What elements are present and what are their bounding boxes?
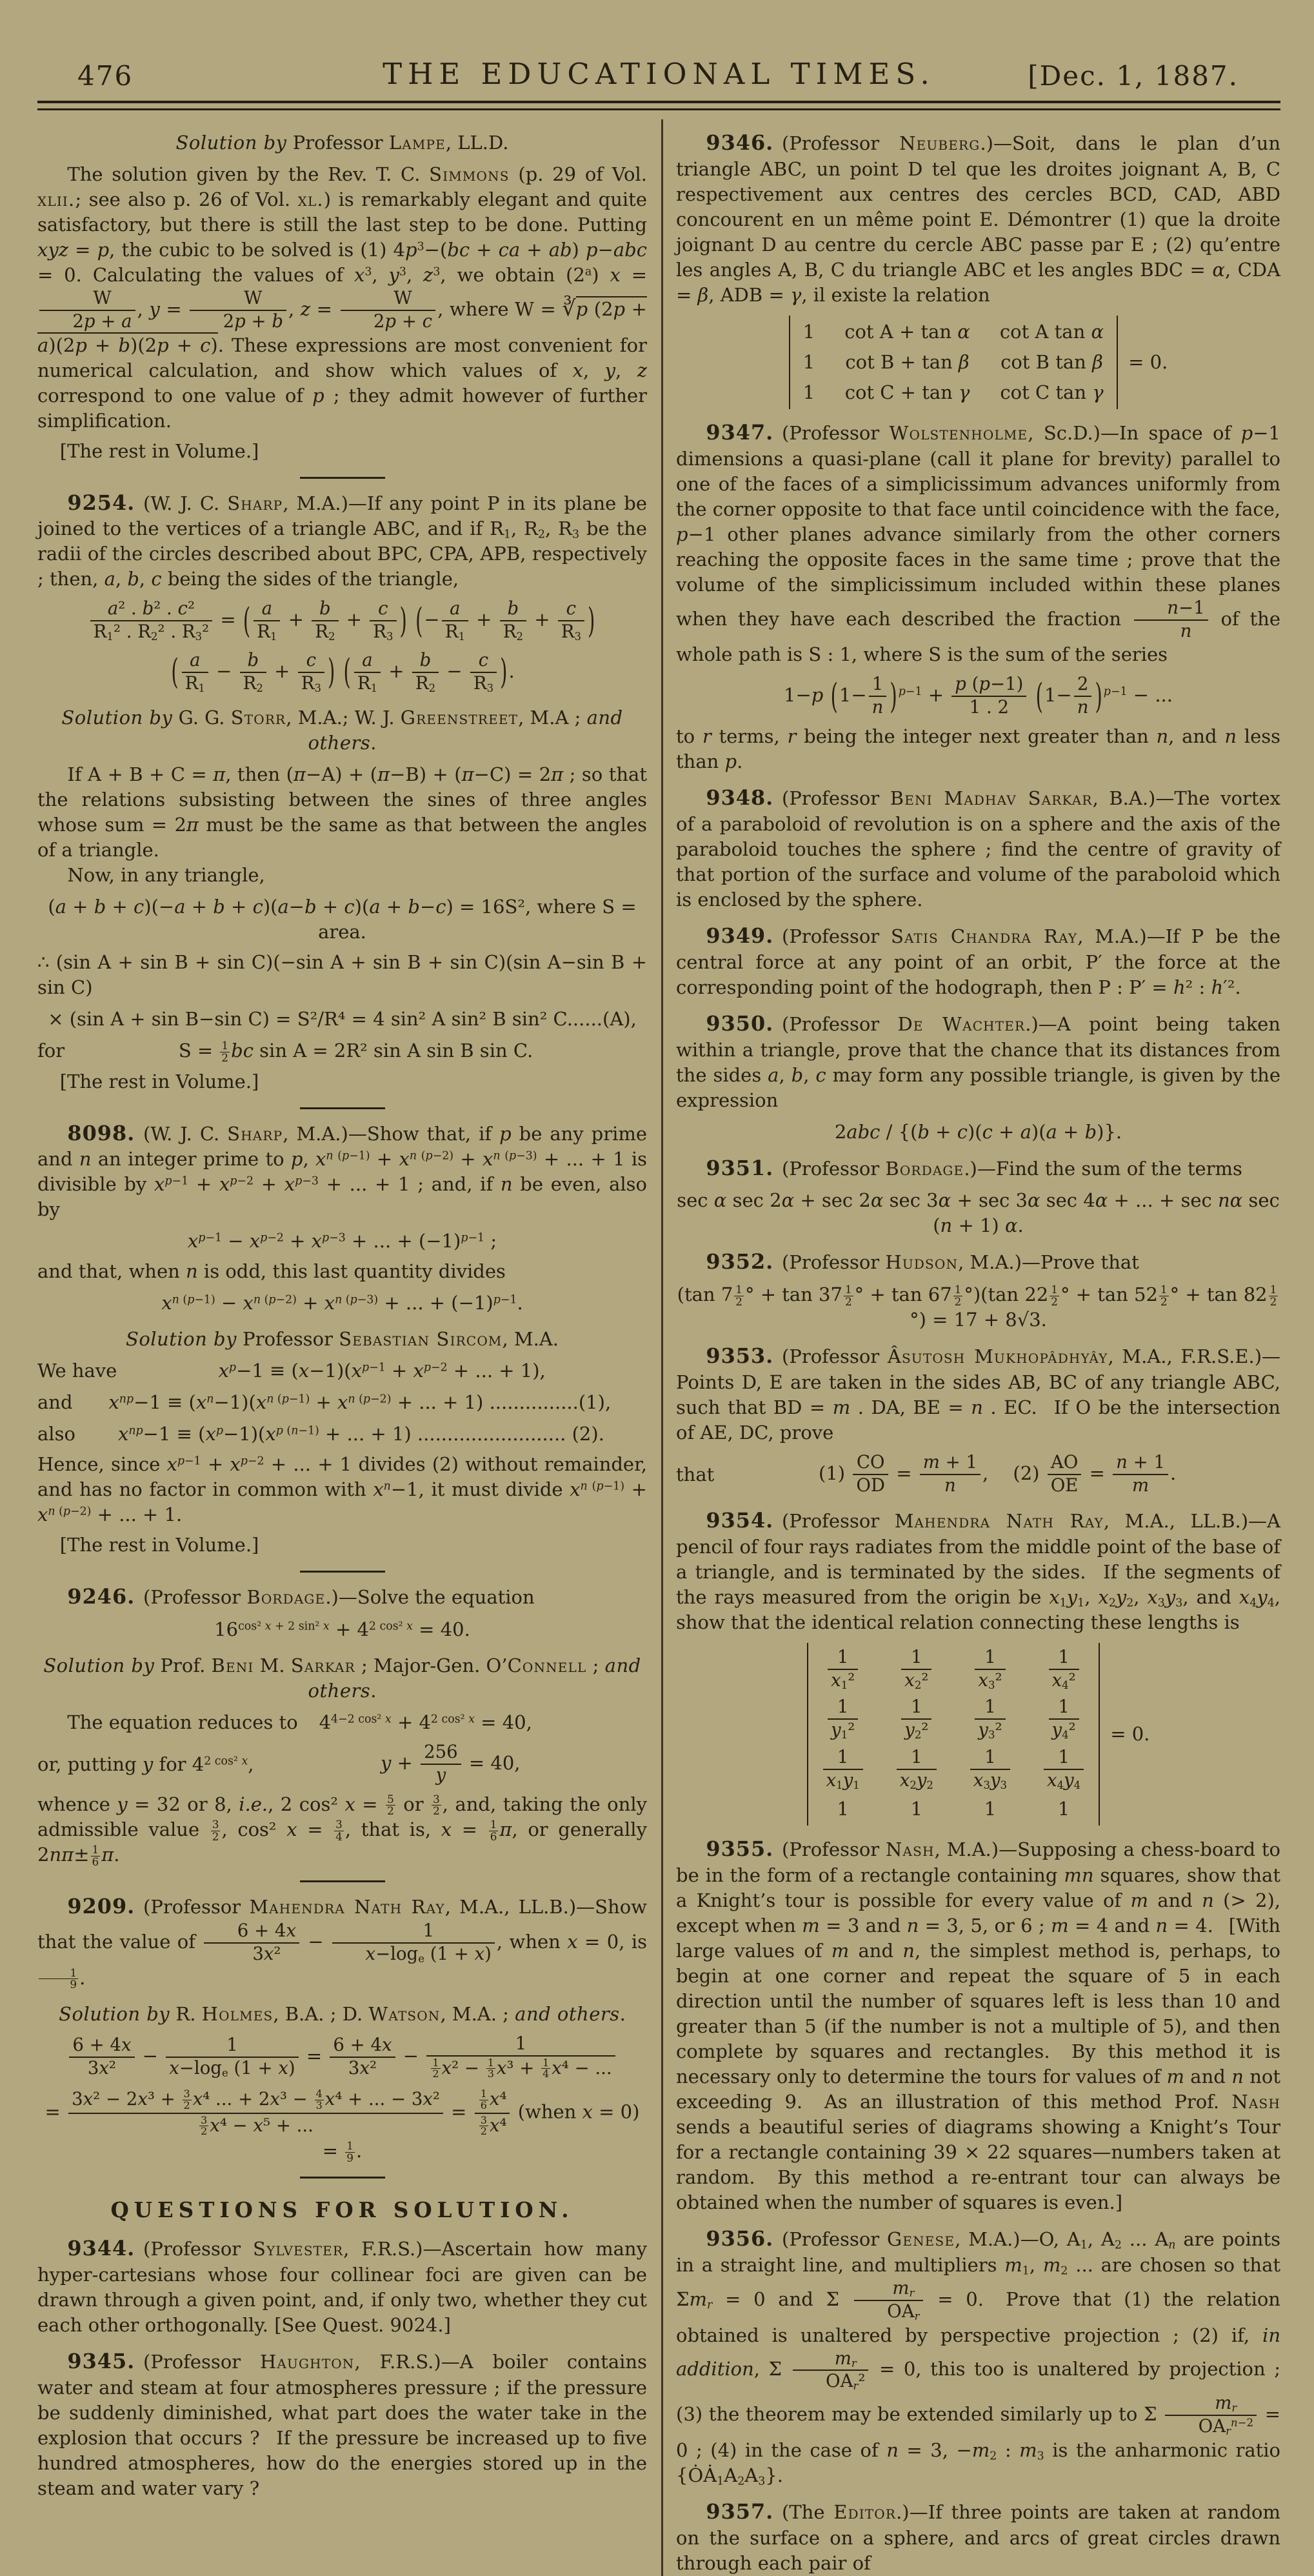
question-number: 9349.: [706, 923, 774, 948]
equation: $\frac{6 + 4x}{\text{3x²}}$ − $\frac{1}{x-\log_e (1 + x)}$ = $\frac{6 + 4x}{\text{3x²}}$ − 1 $\frac{1}{2}$ x² − $\frac{1}{3}$ x³ + $\frac{1}{4}$ x⁴ − ...: [37, 2033, 647, 2081]
section-divider: [300, 477, 385, 479]
paragraph: ∴ (sin A + sin B + sin C)(−sin A + sin B + sin C)(sin A−sin B + sin C): [37, 951, 647, 999]
section-divider: [300, 1571, 385, 1573]
determinant-equation: [676, 1643, 1280, 1826]
paragraph: The equation reduces to $4^{4-2 cos^2 x} + 4^{2 cos^2 x} = 40$,: [67, 1711, 532, 1734]
question-paragraph: [676, 1507, 1280, 1635]
question-number: 9347.: [706, 419, 774, 445]
section-heading: QUESTIONS FOR SOLUTION.: [110, 2198, 574, 2223]
determinant-cell: $\frac{1}{x_4^2}$: [1047, 1647, 1081, 1692]
question-text: (W. J. C. Sharp, M.A.)—If any point P in its plane be joined to the vertices of a triangle ABC, and if $R_1$, $R_2$, $R_3$ be the radii of the circles described about BPC, CPA, APB, respectively ; then, a, b, c being the sides of the triangle,: [37, 492, 648, 590]
equation: $16^{cos^2 x + 2 sin^2 x} + 4^{2 cos^2 x} = 40$.: [214, 1618, 470, 1641]
determinant-cell: 1: [802, 381, 815, 403]
question-number: 9254.: [67, 490, 135, 515]
rest-in-volume-note: [The rest in Volume.]: [59, 1534, 259, 1556]
paragraph: whence y = 32 or 8, i.e., 2 cos² x = $\frac{5}{2}$ or $\frac{3}{2}$ , and, taking the only admissible value $\frac{3}{2}$ , cos² x = $\frac{3}{4}$ , that is, x = $\frac{1}{6}$ π, or generally 2nπ± $\frac{1}{6}$ π.: [37, 1792, 647, 1868]
paragraph: If A + B + C = π, then (π−A) + (π−B) + (π−C) = 2π ; so that the relations subsisting between the sines of three angles whose sum = 2π must be the same as that between the angles of a triangle.: [37, 763, 647, 861]
question-paragraph: [37, 1893, 647, 1991]
question-text: (Professor Beni Madhav Sarkar, B.A.)—The vortex of a paraboloid of revolution is on a sphere and the axis of the paraboloid touches the sphere ; find the centre of gravity of that portion of the surface and volume of the paraboloid which is enclosed by the sphere.: [676, 787, 1280, 911]
equation: $x^{n (p-1)} - x^{n (p-2)} + x^{n (p-3)}$ + ... + $(-1)^{p-1}$.: [161, 1292, 523, 1314]
question-paragraph: [37, 2348, 647, 2501]
equation: = 3x² − 2x³ + $\frac{3}{2}$ x⁴ ... + 2x³ − $\frac{4}{3}$ x⁴ + ... − 3x² $\frac{3}{2}$ x⁴ − x⁵ + ... = $\frac{1}{6}$ x⁴ $\frac{3}{2}$ x⁴ (when x = 0) = $\frac{1}{9}$ .: [45, 2088, 640, 2164]
page-title: THE EDUCATIONAL TIMES.: [383, 57, 935, 92]
determinant-cell: 1: [1057, 1798, 1070, 1820]
rest-in-volume-note: [The rest in Volume.]: [59, 439, 259, 462]
question-number: 9352.: [706, 1249, 774, 1274]
determinant: [807, 1643, 1100, 1826]
equation-suffix: = 0.: [1110, 1723, 1150, 1746]
labeled-equation: [37, 1422, 647, 1447]
column-divider: [661, 119, 663, 2576]
determinant-cell: $\frac{1}{x_3^2}$: [973, 1647, 1007, 1692]
equation-label: and: [37, 1391, 73, 1414]
question-text: (Professor Genese, M.A.)—O, $A_1$, $A_2$ ... $A_n$ are points in a straight line, and multipliers $m_1$, $m_2$ ... are chosen so that $\Sigma m_r = 0$ and Σ $m_r$ $OA_r$ = 0. Prove that (1) the relation obtained is unaltered by perspective projection ; (2) if, in addition, Σ $m_r$ $OA_r^2$ = 0, this too is unaltered by projection ; (3) the theorem may be extended similarly up to Σ $m_r$ $OA_r^{n-2}$ = 0 ; (4) in the case of n = 3, $-m_2$ : $m_3$ is the anharmonic ratio $\{ȮȦ_1A_2A_3\}$.: [676, 2228, 1281, 2488]
question-number: 9353.: [706, 1343, 774, 1369]
page-number: 476: [77, 59, 134, 92]
question-number: 9246.: [67, 1584, 135, 1609]
equation: ( $\frac{a}{R_1}$ − $\frac{b}{R_2}$ + $\frac{c}{R_3}$ ) ( $\frac{a}{R_1}$ + $\frac{b}{R_2}$ − $\frac{c}{R_3}$ ).: [171, 649, 515, 694]
equation: S = $\frac{1}{2}$ bc sin A = 2R² sin A sin B sin C.: [178, 1039, 533, 1064]
question-text: (Professor Mahendra Nath Ray, M.A., LL.B.)—Show that the value of $\frac{6 + 4x}{\text{3x²}}$ − $\frac{1}{x-\log_e (1 + x)}$ , when x = 0, is $\frac{1}{9}$ .: [37, 1896, 647, 1991]
question-paragraph: [676, 922, 1280, 1000]
determinant-equation: [676, 316, 1280, 409]
question-paragraph: [676, 2225, 1280, 2488]
section-divider: [300, 2177, 385, 2179]
question-text: (Professor Satis Chandra Ray, M.A.)—If P be the central force at any point of an orbit, P′ the force at the corresponding point of the hodograph, then P : P′ = h² : h′².: [676, 925, 1280, 998]
question-number: 9357.: [706, 2499, 774, 2524]
question-text: (Professor Bordage.)—Solve the equation: [143, 1586, 535, 1609]
equation: × (sin A + sin B−sin C) = S²/R⁴ = 4 sin² A sin² B sin² C......(A),: [48, 1008, 637, 1031]
determinant-cell: $\frac{1}{y_4^2}$: [1047, 1696, 1081, 1742]
question-paragraph: [37, 489, 647, 592]
section-divider: [300, 1107, 385, 1109]
question-number: 9346.: [706, 130, 774, 155]
equation-suffix: = 0.: [1128, 350, 1168, 373]
rest-in-volume-note: [The rest in Volume.]: [59, 1070, 259, 1092]
question-text: (Professor Neuberg.)—Soit, dans le plan d’un triangle ABC, un point D tel que les droites joignant A, B, C respectivement aux centres des cercles BCD, CAD, ABD concourent en un même point E. Démontrer (1) que la droite joignant D au centre du cercle ABC passe par E ; (2) qu’entre les angles A, B, C du triangle ABC et les angles BDC = α, CDA = β, ADB = γ, il existe la relation: [676, 132, 1281, 306]
labeled-equation: [37, 1358, 647, 1384]
question-number: 9209.: [67, 1894, 135, 1919]
paragraph: and that, when n is odd, this last quantity divides: [37, 1260, 506, 1283]
determinant-cell: 1: [802, 320, 815, 343]
question-text: (Professor Mahendra Nath Ray, M.A., LL.B.)—A pencil of four rays radiates from the middle point of the base of a triangle, and is terminated by the sides. If the segments of the rays measured from the origin be $x_1y_1$, $x_2y_2$, $x_3y_3$, and $x_4y_4$, show that the identical relation connecting these lengths is: [676, 1509, 1281, 1633]
question-number: 9356.: [706, 2226, 774, 2251]
page-body: [37, 119, 1280, 2576]
determinant-cell: cot C + tan γ: [844, 381, 970, 403]
equation-label: also: [37, 1423, 75, 1445]
question-text: (Professor Haughton, F.R.S.)—A boiler contains water and steam at four atmospheres pressure ; if the pressure be suddenly diminished, what part does the water take in the explosion that occurs ? If the pressure be increased up to five hundred atmospheres, how do the energies stored up in the steam and water vary ?: [37, 2351, 647, 2499]
question-text: (Professor Wolstenholme, Sc.D.)—In space of p−1 dimensions a quasi-plane (call it plane for brevity) parallel to one of the faces of a simplicissimum advances uniformly from the corner opposite to that face until coincidence with the face, p−1 other planes advance similarly from the other corners reaching the opposite faces in the same time ; prove that the volume of the simplicissimum included within these planes when they have each described the fraction $\frac{n-1}{n}$ of the whole path is S : 1, where S is the sum of the series: [676, 421, 1281, 666]
question-number: 9350.: [706, 1011, 774, 1036]
determinant-cell: cot A + tan α: [844, 320, 970, 343]
determinant-cell: 1: [837, 1798, 849, 1820]
question-paragraph: [676, 1010, 1280, 1113]
question-paragraph: [676, 1835, 1280, 2215]
question-text: (The Editor.)—If three points are taken at random on the surface on a sphere, and arcs of great circles drawn through each pair of: [676, 2501, 1280, 2574]
determinant-cell: cot B tan β: [1000, 350, 1103, 373]
question-paragraph: [676, 1154, 1280, 1182]
determinant-cell: $\frac{1}{x_3y_3}$: [968, 1747, 1012, 1792]
issue-date: [Dec. 1, 1887.: [1028, 59, 1239, 92]
header-rule: [37, 101, 1280, 110]
question-text: (Professor Âsutosh Mukhopâdhyây, M.A., F.R.S.E.)—Points D, E are taken in the sides AB, BC of any triangle ABC, such that BD = m . DA, BE = n . EC. If O be the intersection of AE, DC, prove: [676, 1345, 1281, 1444]
equation: $x^p-1 \equiv (x-1)(x^{p-1} + x^{p-2}$ + ... + 1),: [218, 1360, 546, 1382]
determinant-cell: 1: [984, 1798, 997, 1820]
question-number: 9354.: [706, 1507, 774, 1533]
equation: (tan 7 $\frac{1}{2}$ ° + tan 37 $\frac{1}{2}$ ° + tan 67 $\frac{1}{2}$ °)(tan 22 $\frac{1}{2}$ ° + tan 52 $\frac{1}{2}$ ° + tan 82 $\frac{1}{2}$ °) = 17 + 8√3.: [677, 1283, 1277, 1331]
solution-attribution: Solution by Prof. Beni M. Sarkar ; Major-Gen. O’Connell ; and others.: [43, 1655, 641, 1702]
determinant-cell: $\frac{1}{x_4y_4}$: [1042, 1747, 1086, 1792]
labeled-equation: [37, 1038, 647, 1063]
determinant: [789, 316, 1118, 409]
equation: $\frac{\text{a² . b² . c²}}{R_1^2 . R_2^2 . R_3^2}$ = ( $\frac{a}{R_1}$ + $\frac{b}{R_2}$ + $\frac{c}{R_3}$ ) (− $\frac{a}{R_1}$ + $\frac{b}{R_2}$ + $\frac{c}{R_3}$ ): [37, 598, 647, 643]
labeled-equation: [676, 1452, 1280, 1497]
page-header: [37, 48, 1280, 94]
equation: (1) $\frac{CO}{OD}$ = $\frac{m + 1}{n}$ , (2) $\frac{AO}{OE}$ = $\frac{n + 1}{m}$ .: [819, 1452, 1177, 1496]
question-paragraph: [676, 2498, 1280, 2576]
equation-label: We have: [37, 1360, 117, 1382]
solution-attribution: Solution by Professor Sebastian Sircom, M.A.: [125, 1328, 559, 1351]
determinant-cell: $\frac{1}{x_2y_2}$: [895, 1747, 939, 1792]
question-text: (Professor Bordage.)—Find the sum of the terms: [782, 1157, 1242, 1180]
right-column: [676, 119, 1280, 2576]
determinant-cell: $\frac{1}{x_1^2}$: [826, 1647, 860, 1692]
equation-label: that: [676, 1463, 715, 1485]
question-paragraph: [676, 129, 1280, 308]
question-number: 9355.: [706, 1836, 774, 1862]
equation: $x^{p-1} - x^{p-2} + x^{p-3}$ + ... + $(-1)^{p-1}$ ;: [187, 1230, 497, 1253]
paragraph: Hence, since $x^{p-1} + x^{p-2}$ + ... + 1 divides (2) without remainder, and has no factor in common with $x^n-1$, it must divide $x^{n (p-1)} + x^{n (p-2)}$ + ... + 1.: [37, 1453, 647, 1526]
determinant-cell: $\frac{1}{x_2^2}$: [899, 1647, 933, 1692]
question-number: 9345.: [67, 2349, 135, 2373]
determinant-cell: $\frac{1}{y_1^2}$: [826, 1696, 860, 1742]
question-number: 9344.: [67, 2236, 135, 2261]
paragraph: Now, in any triangle,: [67, 864, 265, 887]
paragraph: The solution given by the Rev. T. C. Simmons (p. 29 of Vol. xlii.; see also p. 26 of Vol. xl.) is remarkably elegant and quite satisfactory, but there is still the last step to be done. Putting xyz = p, the cubic to be solved is (1) $4p^3-(bc$ + ca + ab) p−abc = 0. Calculating the values of $x^3$, $y^3$, $z^3$, we obtain (2$^a$) x = $\frac{W}{2p + a}$ , y = $\frac{W}{2p + b}$ , z = $\frac{W}{2p + c}$ , where W = ∛p (2p + a)(2p + b)(2p + c). These expressions are most convenient for numerical calculation, and show which values of x, y, z correspond to one value of p ; they admit however of further simplification.: [37, 163, 647, 432]
determinant-cell: $\frac{1}{x_1y_1}$: [821, 1747, 865, 1792]
equation-label: or, putting y for $4^{2 cos^2 x}$,: [37, 1753, 254, 1775]
question-paragraph: [37, 1120, 647, 1223]
question-paragraph: [37, 2235, 647, 2338]
equation: $x^{np}-1 \equiv (x^n-1)(x^{n (p-1)} + x^{n (p-2)}$ + ... + 1) ...............(1),: [108, 1391, 612, 1414]
equation: sec α sec 2α + sec 2α sec 3α + sec 3α sec 4α + ... + sec nα sec (n + 1) α.: [677, 1189, 1280, 1237]
determinant-cell: 1: [802, 350, 815, 373]
equation: 1−p (1− $\frac{1}{n}$ ) $^{p-1}$ + $\frac{p (p-1)}{1 . 2}$ (1− $\frac{2}{n}$ ) $^{p-1}$ − ...: [784, 674, 1173, 718]
determinant-cell: cot A tan α: [999, 320, 1104, 343]
question-paragraph: [676, 419, 1280, 667]
equation: y + $\frac{256}{y}$ = 40,: [380, 1742, 521, 1786]
question-text: (W. J. C. Sharp, M.A.)—Show that, if p be any prime and n an integer prime to p, $x^{n (p-1)} + x^{n (p-2)} + x^{n (p-3)}$ + ... + 1 is divisible by $x^{p-1} + x^{p-2} + x^{p-3}$ + ... + 1 ; and, if n be even, also by: [37, 1122, 648, 1221]
labeled-equation: [37, 1390, 647, 1415]
equation-label: for: [37, 1040, 65, 1062]
equation: (a + b + c)(−a + b + c)(a−b + c)(a + b−c) = 16S², where S = area.: [48, 896, 637, 943]
determinant-cell: cot C tan γ: [1000, 381, 1104, 403]
question-number: 9351.: [706, 1155, 774, 1180]
question-text: (Professor Sylvester, F.R.S.)—Ascertain how many hyper-cartesians whose four collinear foci are given can be drawn through a given point, and, if only two, whether they cut each other orthogonally. [See Quest. 9024.]: [37, 2238, 647, 2336]
section-divider: [300, 1880, 385, 1882]
question-text: (Professor Nash, M.A.)—Supposing a chess-board to be in the form of a rectangle containing mn squares, show that a Knight’s tour is possible for every value of m and n (> 2), except when m = 3 and n = 3, 5, or 6 ; m = 4 and n = 4. [With large values of m and n, the simplest method is, perhaps, to begin at one corner and repeat the square of 5 in each direction until the number of squares left is less than 10 and greater than 5 (if the number is not a multiple of 5), and then complete by squares and rectangles. By this method it is necessary only to determine the tours for values of m and n not exceeding 9. As an illustration of this method Prof. Nash sends a beautiful series of diagrams showing a Knight’s Tour for a rectangle containing 39 × 22 squares—numbers taken at random. By this method a re-entrant tour can always be obtained when the number of squares is even.]: [676, 1838, 1281, 2214]
question-paragraph: [676, 1248, 1280, 1276]
question-paragraph: [676, 784, 1280, 912]
solution-attribution: Solution by Professor Lampe, LL.D.: [175, 132, 509, 154]
question-number: 8098.: [67, 1120, 135, 1145]
equation: $x^{np}-1 \equiv (x^p-1)(x^{p (n-1)}$ + ... + 1) ......................... (2).: [117, 1423, 604, 1445]
labeled-equation: [37, 1742, 647, 1787]
left-column: [37, 119, 647, 2576]
question-text: (Professor De Wachter.)—A point being taken within a triangle, prove that the chance that its distances from the sides a, b, c may form any possible triangle, is given by the expression: [676, 1012, 1280, 1111]
solution-attribution: Solution by G. G. Storr, M.A.; W. J. Greenstreet, M.A ; and others.: [61, 707, 623, 754]
question-text: (Professor Hudson, M.A.)—Prove that: [782, 1251, 1139, 1274]
solution-attribution: Solution by R. Holmes, B.A. ; D. Watson, M.A. ; and others.: [59, 2002, 626, 2025]
determinant-cell: 1: [910, 1798, 923, 1820]
question-paragraph: [37, 1583, 647, 1611]
determinant-cell: $\frac{1}{y_2^2}$: [899, 1696, 933, 1742]
paragraph: to r terms, r being the integer next greater than n, and n less than p.: [676, 725, 1281, 772]
determinant-cell: cot B + tan β: [845, 350, 970, 373]
question-paragraph: [676, 1342, 1280, 1445]
determinant-cell: $\frac{1}{y_3^2}$: [973, 1696, 1007, 1742]
equation: 2abc / {(b + c)(c + a)(a + b)}.: [834, 1120, 1122, 1143]
question-number: 9348.: [706, 785, 774, 810]
